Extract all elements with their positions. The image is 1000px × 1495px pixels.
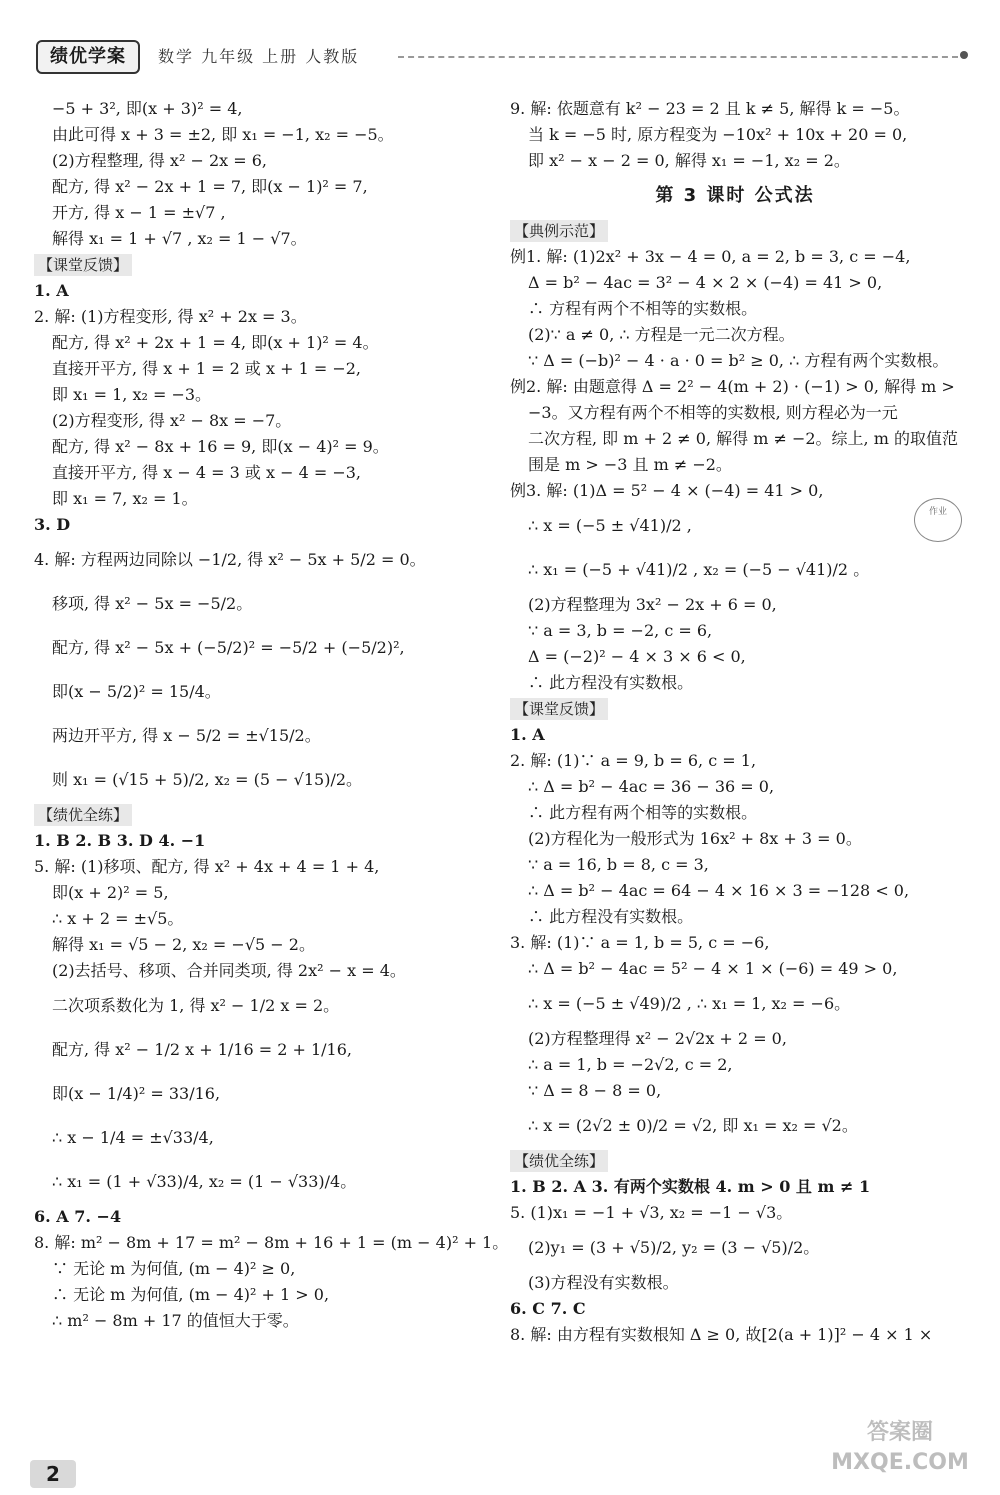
text-line: ∴ 此方程没有实数根。 — [528, 673, 694, 692]
text-line: 即 x² − x − 2 = 0, 解得 x₁ = −1, x₂ = 2。 — [528, 151, 850, 170]
answer-line: 6. C 7. C — [510, 1299, 586, 1318]
answer-line: 1. B 2. B 3. D 4. −1 — [34, 831, 206, 850]
text-line: ∵ a = 3, b = −2, c = 6, — [528, 621, 713, 640]
text-line: 即(x − 1/4)² = 33/16, — [52, 1084, 221, 1103]
text-line: (2)方程整理为 3x² − 2x + 6 = 0, — [528, 595, 777, 614]
text-line: ∴ a = 1, b = −2√2, c = 2, — [528, 1055, 733, 1074]
text-line: 二次方程, 即 m + 2 ≠ 0, 解得 m ≠ −2。综上, m 的取值范 — [528, 429, 958, 448]
text-line: −5 + 3², 即(x + 3)² = 4, — [52, 99, 243, 118]
text-line: 围是 m > −3 且 m ≠ −2。 — [528, 455, 732, 474]
right-column — [510, 96, 960, 1348]
answer-line: 2. 解: (1)∵ a = 9, b = 6, c = 1, — [510, 751, 757, 770]
text-line: (2)∵ a ≠ 0, ∴ 方程是一元二次方程。 — [528, 325, 795, 344]
text-line: 当 k = −5 时, 原方程变为 −10x² + 10x + 20 = 0, — [528, 125, 908, 144]
text-line: (3)方程没有实数根。 — [528, 1273, 679, 1292]
answer-line: 1. B 2. A 3. 有两个实数根 4. m > 0 且 m ≠ 1 — [510, 1177, 871, 1196]
text-line: (2)y₁ = (3 + √5)/2, y₂ = (3 − √5)/2。 — [528, 1238, 820, 1257]
text-line: ∴ 此方程没有实数根。 — [528, 907, 694, 926]
text-line: 解得 x₁ = √5 − 2, x₂ = −√5 − 2。 — [52, 935, 315, 954]
text-line: 配方, 得 x² − 5x + (−5/2)² = −5/2 + (−5/2)², — [52, 638, 405, 657]
text-line: ∴ Δ = b² − 4ac = 64 − 4 × 16 × 3 = −128 < 0, — [528, 881, 910, 900]
text-line: 配方, 得 x² + 2x + 1 = 4, 即(x + 1)² = 4。 — [52, 333, 379, 352]
section-heading: 【绩优全练】 — [34, 804, 132, 826]
answer-line: 6. A 7. −4 — [34, 1207, 122, 1226]
text-line: ∴ m² − 8m + 17 的值恒大于零。 — [52, 1311, 299, 1330]
text-line: 两边开平方, 得 x − 5/2 = ±√15/2。 — [52, 726, 321, 745]
brand-label: 绩优学案 — [36, 40, 140, 74]
example-line: 例2. 解: 由题意得 Δ = 2² − 4(m + 2) · (−1) > 0, 解得 m > — [510, 377, 955, 396]
section-heading: 【绩优全练】 — [510, 1150, 608, 1172]
text-line: (2)方程化为一般形式为 16x² + 8x + 3 = 0。 — [528, 829, 862, 848]
lesson-title: 第 3 课时 公式法 — [655, 185, 815, 206]
header-divider — [398, 56, 958, 58]
text-line: 解得 x₁ = 1 + √7 , x₂ = 1 − √7。 — [52, 229, 307, 248]
text-line: (2)去括号、移项、合并同类项, 得 2x² − x = 4。 — [52, 961, 406, 980]
answer-line: 5. (1)x₁ = −1 + √3, x₂ = −1 − √3。 — [510, 1203, 793, 1222]
text-line: ∴ x₁ = (−5 + √41)/2 , x₂ = (−5 − √41)/2 。 — [528, 560, 870, 579]
text-line: ∵ 无论 m 为何值, (m − 4)² ≥ 0, — [52, 1259, 296, 1278]
example-line: 例3. 解: (1)Δ = 5² − 4 × (−4) = 41 > 0, — [510, 481, 824, 500]
answer-line: 5. 解: (1)移项、配方, 得 x² + 4x + 4 = 1 + 4, — [34, 857, 380, 876]
text-line: ∴ x = (2√2 ± 0)/2 = √2, 即 x₁ = x₂ = √2。 — [528, 1116, 858, 1135]
text-line: 即(x − 5/2)² = 15/4。 — [52, 682, 221, 701]
text-line: ∵ Δ = 8 − 8 = 0, — [528, 1081, 662, 1100]
answer-line: 3. 解: (1)∵ a = 1, b = 5, c = −6, — [510, 933, 770, 952]
text-line: ∴ Δ = b² − 4ac = 5² − 4 × 1 × (−6) = 49 > 0, — [528, 959, 898, 978]
text-line: 二次项系数化为 1, 得 x² − 1/2 x = 2。 — [52, 996, 340, 1015]
text-line: (2)方程变形, 得 x² − 8x = −7。 — [52, 411, 292, 430]
page-number: 2 — [30, 1460, 76, 1488]
stamp-text: 作业 — [928, 507, 947, 517]
answer-line: 1. A — [34, 281, 69, 300]
text-line: 直接开平方, 得 x + 1 = 2 或 x + 1 = −2, — [52, 359, 362, 378]
text-line: ∴ 无论 m 为何值, (m − 4)² + 1 > 0, — [52, 1285, 330, 1304]
text-line: 即(x + 2)² = 5, — [52, 883, 169, 902]
text-line: 配方, 得 x² − 8x + 16 = 9, 即(x − 4)² = 9。 — [52, 437, 389, 456]
section-heading: 【典例示范】 — [510, 220, 608, 242]
text-line: 开方, 得 x − 1 = ±√7 , — [52, 203, 226, 222]
text-line: ∵ a = 16, b = 8, c = 3, — [528, 855, 709, 874]
answer-line: 3. D — [34, 515, 71, 534]
text-line: ∴ x − 1/4 = ±√33/4, — [52, 1128, 214, 1147]
subject-label: 数学 九年级 上册 人教版 — [158, 47, 360, 66]
answer-line: 4. 解: 方程两边同除以 −1/2, 得 x² − 5x + 5/2 = 0。 — [34, 550, 426, 569]
text-line: (2)方程整理得 x² − 2√2x + 2 = 0, — [528, 1029, 787, 1048]
text-line: 由此可得 x + 3 = ±2, 即 x₁ = −1, x₂ = −5。 — [52, 125, 394, 144]
answer-line: 2. 解: (1)方程变形, 得 x² + 2x = 3。 — [34, 307, 307, 326]
text-line: (2)方程整理, 得 x² − 2x = 6, — [52, 151, 267, 170]
site-watermark: 答案圈 MXQE.COM — [831, 1420, 969, 1475]
text-line: ∴ x + 2 = ±√5。 — [52, 909, 184, 928]
answer-line: 9. 解: 依题意有 k² − 23 = 2 且 k ≠ 5, 解得 k = −5。 — [510, 99, 910, 118]
text-line: ∴ 方程有两个不相等的实数根。 — [528, 299, 758, 318]
text-line: ∴ Δ = b² − 4ac = 36 − 36 = 0, — [528, 777, 775, 796]
text-line: 配方, 得 x² − 1/2 x + 1/16 = 2 + 1/16, — [52, 1040, 352, 1059]
example-line: 例1. 解: (1)2x² + 3x − 4 = 0, a = 2, b = 3, c = −4, — [510, 247, 911, 266]
text-line: 配方, 得 x² − 2x + 1 = 7, 即(x − 1)² = 7, — [52, 177, 368, 196]
section-heading: 【课堂反馈】 — [510, 698, 608, 720]
text-line: Δ = (−2)² − 4 × 3 × 6 < 0, — [528, 647, 746, 666]
homework-stamp — [914, 498, 962, 542]
text-line: 即 x₁ = 7, x₂ = 1。 — [52, 489, 198, 508]
text-line: ∵ Δ = (−b)² − 4 · a · 0 = b² ≥ 0, ∴ 方程有两个实数根。 — [528, 351, 949, 370]
text-line: 即 x₁ = 1, x₂ = −3。 — [52, 385, 212, 404]
text-line: −3。又方程有两个不相等的实数根, 则方程必为一元 — [528, 403, 898, 422]
left-column — [34, 96, 509, 1334]
text-line: ∴ x = (−5 ± √49)/2 , ∴ x₁ = 1, x₂ = −6。 — [528, 994, 851, 1013]
answer-line: 8. 解: 由方程有实数根知 Δ ≥ 0, 故[2(a + 1)]² − 4 × 1 × — [510, 1325, 933, 1344]
header-divider-dot — [960, 51, 968, 59]
page-header — [28, 40, 968, 74]
text-line: 移项, 得 x² − 5x = −5/2。 — [52, 594, 253, 613]
text-line: ∴ x = (−5 ± √41)/2 , — [528, 516, 692, 535]
text-line: ∴ x₁ = (1 + √33)/4, x₂ = (1 − √33)/4。 — [52, 1172, 357, 1191]
text-line: ∴ 此方程有两个相等的实数根。 — [528, 803, 758, 822]
answer-line: 8. 解: m² − 8m + 17 = m² − 8m + 16 + 1 = (m − 4)² + 1。 — [34, 1233, 509, 1252]
section-heading: 【课堂反馈】 — [34, 254, 132, 276]
text-line: 则 x₁ = (√15 + 5)/2, x₂ = (5 − √15)/2。 — [52, 770, 363, 789]
text-line: Δ = b² − 4ac = 3² − 4 × 2 × (−4) = 41 > 0, — [528, 273, 883, 292]
text-line: 直接开平方, 得 x − 4 = 3 或 x − 4 = −3, — [52, 463, 362, 482]
answer-line: 1. A — [510, 725, 545, 744]
